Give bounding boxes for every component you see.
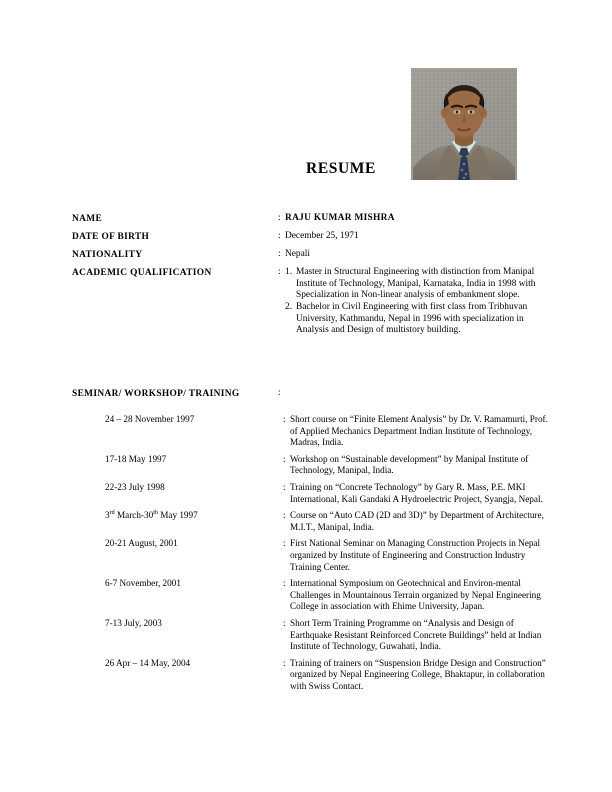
seminar-entry-date: 22-23 July 1998: [105, 481, 165, 492]
info-value-nationality: Nepali: [285, 249, 310, 260]
seminar-entry-date: 24 – 28 November 1997: [105, 414, 195, 424]
seminar-entry-date: 26 Apr – 14 May, 2004: [105, 657, 191, 668]
seminar-heading-label: SEMINAR/ WORKSHOP/ TRAINING: [72, 388, 240, 399]
seminar-entry-description: Short course on “Finite Element Analysis” by Dr. V. Ramamurti, Prof. of Applied Mechanics Department Indian Institute of Technology, Madras, India.: [290, 414, 548, 448]
seminar-entry-date: 7-13 July, 2003: [105, 617, 162, 628]
seminar-entry-colon: :: [283, 617, 286, 628]
seminar-entry-description: Course on “Auto CAD (2D and 3D)” by Department of Architecture, M.I.T., Manipal, India.: [290, 510, 544, 532]
info-value-name: RAJU KUMAR MISHRA: [285, 213, 395, 223]
seminar-entry-colon: :: [283, 414, 286, 424]
seminar-entry-description: First National Seminar on Managing Construction Projects in Nepal organized by Institute of Engineering and Construction Industry Training Center.: [290, 538, 541, 572]
seminar-entry-colon: :: [283, 453, 286, 464]
seminar-entry: [105, 538, 555, 573]
info-value-academic-qualification: [285, 267, 552, 337]
info-colon: :: [278, 231, 281, 242]
list-item: [285, 302, 552, 337]
qualification-text: Bachelor in Civil Engineering with first class from Tribhuvan University, Kathmandu, Nepal in 1996 with specialization in Analysis and Design of multistory building.: [296, 302, 528, 336]
list-item: [285, 267, 552, 302]
info-row-academic-qualification: [72, 267, 552, 337]
seminar-entry-colon: :: [283, 657, 286, 668]
seminar-entry-date: 6-7 November, 2001: [105, 578, 181, 589]
seminar-section-heading: [72, 388, 552, 400]
personal-info-block: [72, 213, 552, 343]
info-row-nationality: [72, 249, 552, 261]
seminar-entry-colon: :: [283, 481, 286, 492]
seminar-entry-description: Short Term Training Programme on “Analysis and Design of Earthquake Resistant Reinforced Concrete Buildings” held at Indian Institute of Technology, Guwahati, India.: [290, 617, 542, 652]
info-label-nationality: NATIONALITY: [72, 249, 143, 260]
info-label-name: NAME: [72, 213, 103, 224]
seminar-entry-description: International Symposium on Geotechnical and Environ-mental Challenges in Mountainous Terrain organized by Nepal Engineering College in association with Ehime University, Japan.: [290, 578, 541, 612]
seminar-entry-description: Training on “Concrete Technology” by Gary R. Mass, P.E. MKI International, Kali Gandaki A Hydroelectric Project, Syangja, Nepal.: [290, 481, 543, 504]
qualification-list: [285, 267, 552, 337]
seminar-entry-colon: :: [283, 578, 286, 589]
seminar-entry: [105, 658, 555, 693]
seminar-entry-list: [105, 414, 555, 697]
seminar-entry-description: Training of trainers on “Suspension Bridge Design and Construction” organized by Nepal Engineering College, Bhaktapur, in collaboration with Swiss Contact.: [290, 657, 546, 691]
info-label-date-of-birth: DATE OF BIRTH: [72, 231, 150, 242]
seminar-entry: [105, 414, 555, 449]
info-colon: :: [278, 267, 281, 278]
seminar-entry: [105, 618, 555, 653]
seminar-entry-description: Workshop on “Sustainable development” by Manipal Institute of Technology, Manipal, India.: [290, 453, 529, 476]
seminar-entry-colon: :: [283, 538, 286, 549]
seminar-entry: [105, 578, 555, 613]
seminar-entry-date: 3rd March-30th May 1997: [105, 510, 198, 521]
seminar-entry: [105, 454, 555, 477]
qualification-text: Master in Structural Engineering with distinction from Manipal Institute of Technology, Manipal, Karnataka, India in 1998 with Specialization in Non-linear analysis of embankment slope.: [296, 267, 536, 301]
qualification-number: 2.: [285, 302, 293, 313]
info-colon: :: [278, 213, 281, 223]
seminar-entry-colon: :: [283, 510, 286, 521]
info-row-name: [72, 213, 552, 225]
info-value-date-of-birth: December 25, 1971: [285, 231, 359, 242]
seminar-entry-date: 20-21 August, 2001: [105, 538, 178, 549]
seminar-entry: [105, 510, 555, 533]
seminar-entry: [105, 482, 555, 505]
page-title: RESUME: [306, 160, 376, 177]
qualification-number: 1.: [285, 267, 293, 278]
info-colon: :: [278, 249, 281, 260]
seminar-heading-colon: :: [278, 388, 281, 398]
info-row-date-of-birth: [72, 231, 552, 243]
seminar-entry-date: 17-18 May 1997: [105, 453, 167, 464]
info-label-academic-qualification: ACADEMIC QUALIFICATION: [72, 267, 212, 278]
